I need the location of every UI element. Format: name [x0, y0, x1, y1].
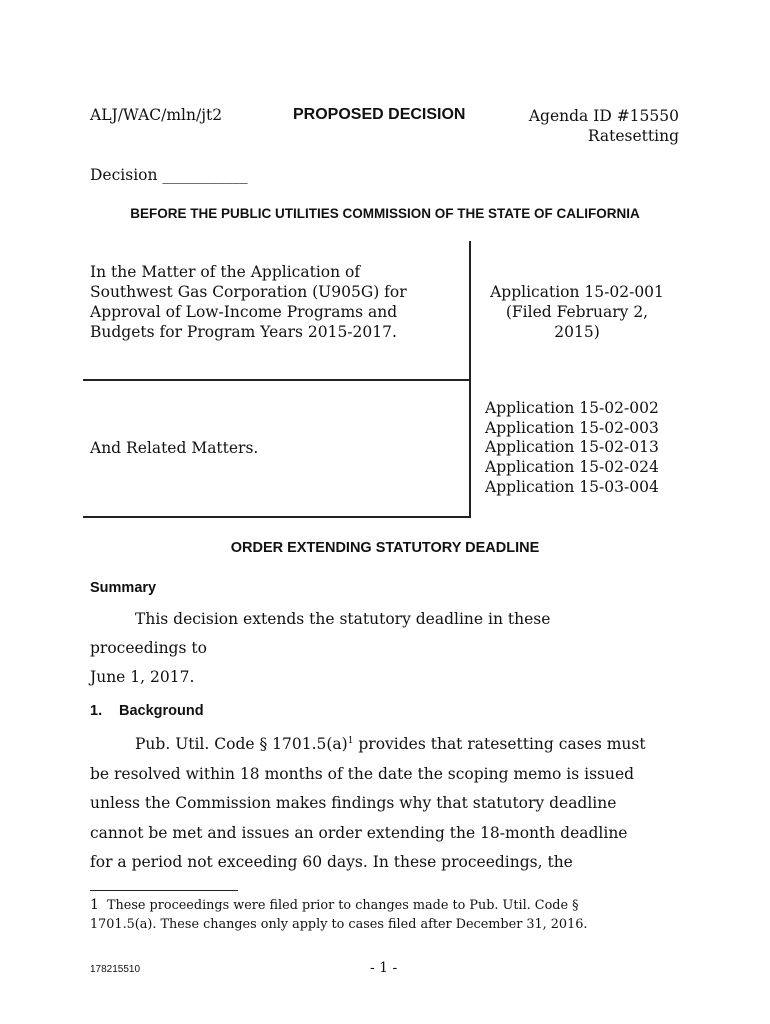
body-line: unless the Commission makes findings why that statutory deadline [90, 794, 617, 812]
body-line: for a period not exceeding 60 days. In these proceedings, the [90, 853, 573, 871]
application-main [478, 282, 676, 342]
court-title: BEFORE THE PUBLIC UTILITIES COMMISSION OF THE STATE OF CALIFORNIA [130, 206, 640, 221]
body-line: be resolved within 18 months of the date the scoping memo is issued [90, 764, 635, 783]
summary-line: June 1, 2017. [90, 668, 195, 686]
footnote-line [90, 896, 690, 915]
caption-divider [83, 379, 470, 381]
matter-line: Approval of Low-Income Programs and [90, 303, 398, 321]
related-application-item: Application 15-02-002 [485, 399, 659, 417]
section-title: Background [119, 703, 204, 719]
matter-line: In the Matter of the Application of [90, 263, 361, 281]
summary-heading: Summary [90, 580, 157, 596]
related-application-item: Application 15-02-013 [485, 438, 659, 457]
proceeding-type: Ratesetting [587, 127, 679, 145]
background-heading [90, 703, 204, 719]
related-application-item: Application 15-02-003 [485, 418, 659, 437]
related-applications [485, 399, 659, 498]
application-line: 2015) [554, 323, 600, 341]
matter-line: Budgets for Program Years 2015-2017. [90, 323, 397, 341]
related-application-item: Application 15-02-024 [485, 458, 659, 477]
caption-bottom-rule [83, 516, 470, 518]
footnote-text: These proceedings were filed prior to changes made to Pub. Util. Code § [107, 898, 579, 913]
matter-caption [90, 262, 460, 342]
summary-paragraph [90, 605, 680, 692]
summary-line: proceedings to [90, 639, 207, 657]
docket-code: ALJ/WAC/mln/jt2 [90, 106, 223, 124]
summary-line: This decision extends the statutory deadline in these [135, 610, 551, 628]
agenda-id: Agenda ID #15550 [528, 107, 679, 125]
footnote-ref[interactable]: 1 [347, 736, 354, 746]
application-line: (Filed February 2, [505, 303, 649, 321]
body-line [90, 727, 682, 760]
page-number: - 1 - [370, 960, 398, 976]
decision-line: Decision ___________ [90, 166, 248, 184]
body-text: provides that ratesetting cases must [353, 735, 646, 753]
footnote-separator [90, 890, 238, 891]
footnote-number: 1 [90, 897, 99, 913]
body-text: Pub. Util. Code § 1701.5(a) [135, 735, 348, 753]
matter-line: Southwest Gas Corporation (U905G) for [90, 283, 407, 301]
document-number: 178215510 [90, 964, 141, 975]
application-line: Application 15-02-001 [490, 283, 664, 301]
related-matters: And Related Matters. [90, 439, 259, 457]
background-paragraph [90, 727, 682, 878]
proposed-decision-label: PROPOSED DECISION [293, 106, 466, 123]
agenda-block [529, 106, 679, 146]
body-line: cannot be met and issues an order extending the 18-month deadline [90, 823, 628, 842]
related-application-item: Application 15-03-004 [485, 477, 659, 496]
footnote-line: 1701.5(a). These changes only apply to cases filed after December 31, 2016. [90, 917, 588, 932]
section-number: 1. [90, 703, 103, 719]
footnote [90, 896, 690, 934]
order-title: ORDER EXTENDING STATUTORY DEADLINE [230, 540, 540, 556]
